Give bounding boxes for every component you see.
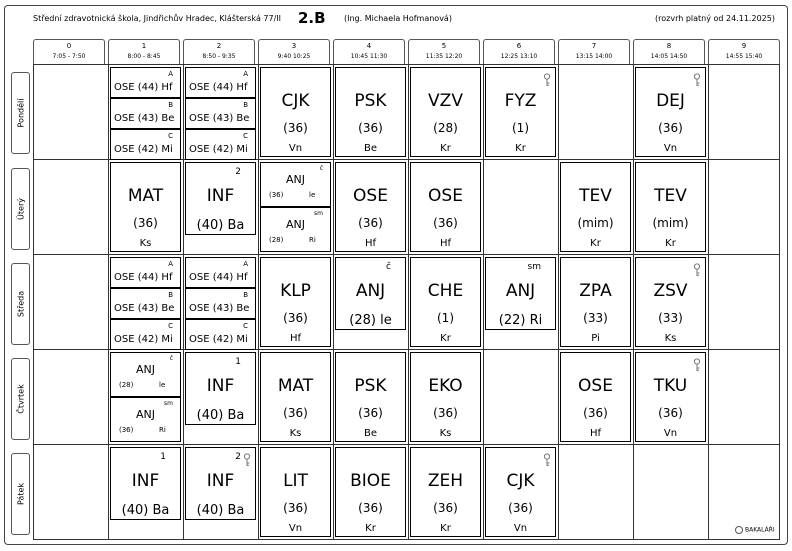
bakalari-logo-icon xyxy=(735,526,743,534)
lesson-line: OSE (44) Hf xyxy=(114,272,173,283)
lesson-card[interactable] xyxy=(110,67,181,98)
subject: EKO xyxy=(428,376,463,396)
lesson-card[interactable] xyxy=(260,162,331,207)
lesson-card[interactable] xyxy=(635,67,706,157)
grid-col-divider xyxy=(633,64,634,540)
subject: OSE xyxy=(428,186,463,206)
count-teacher: (28) le xyxy=(349,313,392,328)
student-count: (36) xyxy=(283,406,308,420)
subject: TEV xyxy=(579,186,612,206)
lesson-card[interactable] xyxy=(110,129,181,160)
lesson-card[interactable] xyxy=(110,257,181,288)
subject: MAT xyxy=(127,186,164,206)
lesson-card[interactable] xyxy=(185,98,256,129)
lesson-line: OSE (42) Mi xyxy=(114,334,173,345)
lesson-card[interactable] xyxy=(635,257,706,347)
student-count: (mim) xyxy=(577,216,614,230)
subject: PSK xyxy=(354,91,387,111)
subject: INF xyxy=(206,186,235,206)
subject: OSE xyxy=(353,186,388,206)
grid-col-divider xyxy=(483,64,484,540)
group-label: 2 xyxy=(235,167,241,177)
student-count: (36) xyxy=(358,121,383,135)
teacher-abbr: Kr xyxy=(365,523,376,534)
lesson-card[interactable] xyxy=(260,67,331,157)
grid-col-divider xyxy=(408,64,409,540)
lesson-card[interactable] xyxy=(410,162,481,252)
class-name: 2.B xyxy=(298,9,326,27)
lesson-card[interactable] xyxy=(410,257,481,347)
lesson-card[interactable] xyxy=(410,352,481,442)
lesson-card[interactable] xyxy=(560,352,631,442)
lesson-line: OSE (43) Be xyxy=(189,303,250,314)
student-count: (mim) xyxy=(652,216,689,230)
lesson-card[interactable] xyxy=(335,352,406,442)
teacher-abbr: Be xyxy=(363,143,377,154)
period-header-9: 9 14:55 15:40 xyxy=(708,39,780,64)
valid-from: (rozvrh platný od 24.11.2025) xyxy=(655,14,775,23)
bakalari-logo-text: BAKALÁŘI xyxy=(745,526,775,534)
lesson-card[interactable] xyxy=(260,257,331,347)
school-name: Střední zdravotnická škola, Jindřichův Hradec, Klášterská 77/II xyxy=(33,14,281,23)
group-label: 2 xyxy=(235,452,241,462)
student-count: (36) xyxy=(283,121,308,135)
teacher-abbr: Ks xyxy=(139,238,152,249)
teacher-abbr: Kr xyxy=(515,143,526,154)
lesson-line: OSE (44) Hf xyxy=(189,272,248,283)
group-label: sm xyxy=(164,400,173,407)
subject: ZPA xyxy=(579,281,612,301)
group-label: 1 xyxy=(160,452,166,462)
lesson-card[interactable] xyxy=(410,447,481,537)
student-count: (36) xyxy=(358,501,383,515)
lesson-card[interactable] xyxy=(185,352,256,425)
lesson-card[interactable] xyxy=(110,397,181,442)
period-header-5: 5 11:35 12:20 xyxy=(408,39,480,64)
group-label: B xyxy=(168,101,173,109)
group-label: 1 xyxy=(235,357,241,367)
student-count: (33) xyxy=(658,311,683,325)
key-icon xyxy=(543,73,551,87)
lesson-card[interactable] xyxy=(110,98,181,129)
lesson-card[interactable] xyxy=(185,67,256,98)
group-label: C xyxy=(168,322,173,330)
teacher-abbr: Hf xyxy=(589,428,602,439)
period-header-4: 4 10:45 11:30 xyxy=(333,39,405,64)
lesson-card[interactable] xyxy=(485,447,556,537)
student-count: (36) xyxy=(433,216,458,230)
lesson-line: OSE (43) Be xyxy=(189,113,250,124)
subject: LIT xyxy=(283,471,308,491)
teacher-abbr: Ri xyxy=(309,236,316,244)
teacher-abbr: Kr xyxy=(440,523,451,534)
subject: ZSV xyxy=(653,281,688,301)
group-label: č xyxy=(169,355,173,362)
grid-row-divider xyxy=(33,254,780,255)
student-count: (36) xyxy=(133,216,158,230)
lesson-line: OSE (42) Mi xyxy=(189,334,248,345)
student-count: (36) xyxy=(658,406,683,420)
period-header-2: 2 8:50 - 9:35 xyxy=(183,39,255,64)
teacher-abbr: Vn xyxy=(288,143,303,154)
period-header-7: 7 13:15 14:00 xyxy=(558,39,630,64)
lesson-card[interactable] xyxy=(335,162,406,252)
lesson-card[interactable] xyxy=(185,447,256,520)
student-count: (28) xyxy=(269,236,284,244)
lesson-card[interactable] xyxy=(560,162,631,252)
student-count: (36) xyxy=(658,121,683,135)
lesson-card[interactable] xyxy=(335,447,406,537)
day-label-tuesday: Úterý xyxy=(11,168,30,250)
teacher-abbr: Vn xyxy=(663,143,678,154)
subject: INF xyxy=(206,376,235,396)
teacher-abbr: Vn xyxy=(513,523,528,534)
group-label: A xyxy=(243,260,248,268)
count-teacher: (22) Ri xyxy=(498,313,543,328)
group-label: sm xyxy=(527,262,541,272)
subject: MAT xyxy=(277,376,314,396)
group-label: B xyxy=(243,291,248,299)
teacher-abbr: Hf xyxy=(439,238,452,249)
lesson-card[interactable] xyxy=(110,288,181,319)
lesson-card[interactable] xyxy=(260,207,331,252)
student-count: (33) xyxy=(583,311,608,325)
teacher-abbr: Vn xyxy=(663,428,678,439)
subject: KLP xyxy=(280,281,311,301)
student-count: (36) xyxy=(269,191,284,199)
subject: CHE xyxy=(427,281,464,301)
lesson-line: OSE (44) Hf xyxy=(189,82,248,93)
period-header-0: 0 7:05 - 7:50 xyxy=(33,39,105,64)
lesson-card[interactable] xyxy=(410,67,481,157)
bakalari-logo xyxy=(735,526,775,534)
teacher-abbr: Ks xyxy=(664,333,677,344)
student-count: (36) xyxy=(358,216,383,230)
teacher-abbr: Kr xyxy=(665,238,676,249)
subject: ANJ xyxy=(286,173,305,186)
count-teacher: (40) Ba xyxy=(121,503,170,518)
group-label: C xyxy=(168,132,173,140)
lesson-card[interactable] xyxy=(185,162,256,235)
subject: ANJ xyxy=(136,408,155,421)
subject: CJK xyxy=(281,91,310,111)
lesson-card[interactable] xyxy=(260,352,331,442)
teacher-abbr: le xyxy=(309,191,316,199)
lesson-card[interactable] xyxy=(335,257,406,330)
day-label-wednesday: Středa xyxy=(11,263,30,345)
group-label: č xyxy=(386,262,391,272)
subject: ZEH xyxy=(427,471,464,491)
group-label: C xyxy=(243,322,248,330)
count-teacher: (40) Ba xyxy=(196,408,245,423)
day-label-thursday: Čtvrtek xyxy=(11,358,30,440)
lesson-card[interactable] xyxy=(185,129,256,160)
group-label: B xyxy=(243,101,248,109)
teacher-abbr: Hf xyxy=(364,238,377,249)
subject: TEV xyxy=(654,186,687,206)
subject: ANJ xyxy=(355,281,386,301)
subject: INF xyxy=(206,471,235,491)
lesson-card[interactable] xyxy=(185,288,256,319)
group-label: C xyxy=(243,132,248,140)
lesson-card[interactable] xyxy=(560,257,631,347)
subject: ANJ xyxy=(136,363,155,376)
teacher-abbr: Hf xyxy=(289,333,302,344)
period-header-6: 6 12:25 13:10 xyxy=(483,39,555,64)
student-count: (36) xyxy=(433,501,458,515)
period-header-1: 1 8:00 - 8:45 xyxy=(108,39,180,64)
lesson-card[interactable] xyxy=(185,319,256,350)
group-label: A xyxy=(168,70,173,78)
count-teacher: (40) Ba xyxy=(196,218,245,233)
grid-col-divider xyxy=(108,64,109,540)
student-count: (28) xyxy=(119,381,134,389)
lesson-card[interactable] xyxy=(635,352,706,442)
period-header-3: 3 9:40 10:25 xyxy=(258,39,330,64)
lesson-card[interactable] xyxy=(260,447,331,537)
teacher-abbr: Kr xyxy=(440,143,451,154)
lesson-card[interactable] xyxy=(485,67,556,157)
lesson-line: OSE (43) Be xyxy=(114,113,175,124)
key-icon xyxy=(543,453,551,467)
day-label-monday: Pondělí xyxy=(11,72,30,154)
period-header-8: 8 14:05 14:50 xyxy=(633,39,705,64)
subject: VZV xyxy=(428,91,463,111)
subject: OSE xyxy=(578,376,613,396)
lesson-card[interactable] xyxy=(110,162,181,252)
student-count: (1) xyxy=(512,121,529,135)
teacher-abbr: Ri xyxy=(159,426,166,434)
teacher-abbr: le xyxy=(159,381,166,389)
teacher-abbr: Vn xyxy=(288,523,303,534)
grid-col-divider xyxy=(258,64,259,540)
grid-row-divider xyxy=(33,444,780,445)
teacher-abbr: Be xyxy=(363,428,377,439)
grid-col-divider xyxy=(183,64,184,540)
count-teacher: (40) Ba xyxy=(196,503,245,518)
group-label: sm xyxy=(314,210,323,217)
class-teacher: (Ing. Michaela Hofmanová) xyxy=(344,14,452,23)
subject: TKU xyxy=(653,376,688,396)
group-label: A xyxy=(243,70,248,78)
teacher-abbr: Kr xyxy=(440,333,451,344)
subject: CJK xyxy=(506,471,535,491)
teacher-abbr: Kr xyxy=(590,238,601,249)
lesson-card[interactable] xyxy=(485,257,556,330)
lesson-line: OSE (42) Mi xyxy=(189,144,248,155)
student-count: (36) xyxy=(283,311,308,325)
lesson-card[interactable] xyxy=(185,257,256,288)
student-count: (1) xyxy=(437,311,454,325)
teacher-abbr: Ks xyxy=(289,428,302,439)
teacher-abbr: Ks xyxy=(439,428,452,439)
key-icon xyxy=(693,73,701,87)
lesson-line: OSE (44) Hf xyxy=(114,82,173,93)
grid-col-divider xyxy=(558,64,559,540)
subject: INF xyxy=(131,471,160,491)
day-label-friday: Pátek xyxy=(11,453,30,535)
student-count: (36) xyxy=(583,406,608,420)
lesson-card[interactable] xyxy=(110,352,181,397)
subject: DEJ xyxy=(656,91,685,111)
subject: PSK xyxy=(354,376,387,396)
student-count: (36) xyxy=(508,501,533,515)
key-icon xyxy=(693,358,701,372)
subject: FYZ xyxy=(504,91,537,111)
lesson-card[interactable] xyxy=(635,162,706,252)
student-count: (28) xyxy=(433,121,458,135)
group-label: B xyxy=(168,291,173,299)
key-icon xyxy=(243,453,251,467)
grid-col-divider xyxy=(333,64,334,540)
lesson-card[interactable] xyxy=(110,447,181,520)
lesson-card[interactable] xyxy=(335,67,406,157)
group-label: A xyxy=(168,260,173,268)
student-count: (36) xyxy=(283,501,308,515)
subject: ANJ xyxy=(505,281,536,301)
student-count: (36) xyxy=(358,406,383,420)
student-count: (36) xyxy=(119,426,134,434)
subject: BIOE xyxy=(350,471,391,491)
grid-col-divider xyxy=(708,64,709,540)
lesson-card[interactable] xyxy=(110,319,181,350)
group-label: č xyxy=(319,165,323,172)
key-icon xyxy=(693,263,701,277)
teacher-abbr: Pi xyxy=(591,333,600,344)
lesson-line: OSE (43) Be xyxy=(114,303,175,314)
student-count: (36) xyxy=(433,406,458,420)
subject: ANJ xyxy=(286,218,305,231)
lesson-line: OSE (42) Mi xyxy=(114,144,173,155)
